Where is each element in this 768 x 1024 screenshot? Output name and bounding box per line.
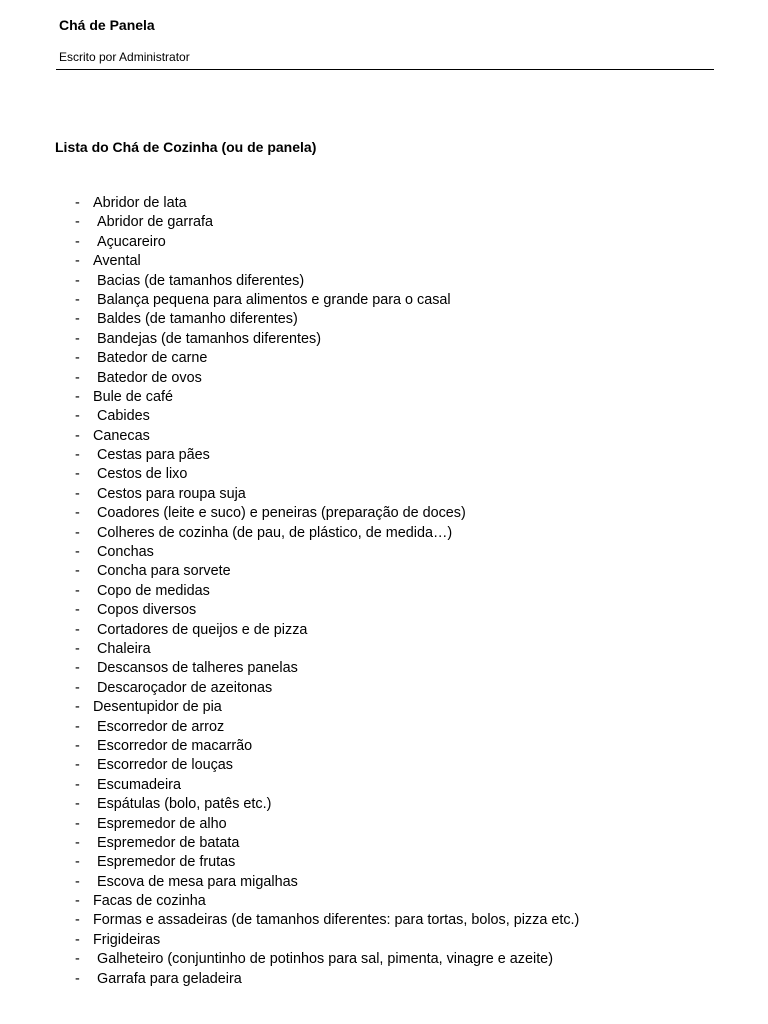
list-item-label: Batedor de ovos (97, 369, 202, 386)
list-bullet: - (75, 776, 80, 793)
list-item-label: Canecas (93, 427, 150, 444)
list-bullet: - (75, 311, 80, 328)
list-bullet: - (75, 679, 80, 696)
list-item-label: Coadores (leite e suco) e peneiras (preparação de doces) (97, 505, 466, 522)
list-bullet: - (75, 272, 80, 289)
list-bullet: - (75, 505, 80, 522)
list-bullet: - (75, 640, 80, 657)
list-item-label: Escorredor de louças (97, 757, 233, 774)
list-bullet: - (75, 330, 80, 347)
list-bullet: - (75, 931, 80, 948)
list-item-label: Abridor de lata (93, 195, 187, 211)
list-item-label: Espátulas (bolo, patês etc.) (97, 796, 272, 813)
list-item-label: Bule de café (93, 388, 174, 405)
list-bullet: - (75, 195, 80, 211)
list-item-label: Formas e assadeiras (de tamanhos diferentes: para tortas, bolos, pizza etc.) (93, 912, 580, 929)
list-bullet: - (75, 485, 80, 502)
list-item-label: Garrafa para geladeira (97, 970, 242, 987)
list-item-label: Concha para sorvete (97, 563, 231, 580)
list-item-label: Batedor de carne (97, 350, 208, 367)
list-bullet: - (75, 854, 80, 871)
list-bullet: - (75, 796, 80, 813)
list-bullet: - (75, 718, 80, 735)
list-item-label: Escova de mesa para migalhas (97, 873, 298, 890)
list-item-label: Escorredor de arroz (97, 718, 225, 735)
list-item-label: Copos diversos (97, 602, 197, 619)
list-bullet: - (75, 970, 80, 987)
list-bullet: - (75, 214, 80, 231)
list-bullet: - (75, 737, 80, 754)
list-heading: Lista do Chá de Cozinha (ou de panela) (55, 139, 317, 155)
list-bullet: - (75, 873, 80, 890)
list-item-label: Avental (93, 253, 141, 270)
list-item-label: Balança pequena para alimentos e grande para o casal (97, 291, 451, 308)
header-divider (56, 69, 714, 70)
list-bullet: - (75, 834, 80, 851)
list-item-label: Chaleira (97, 640, 151, 657)
list-item-label: Escorredor de macarrão (97, 737, 253, 754)
list-item-label: Colheres de cozinha (de pau, de plástico, de medida…) (97, 524, 453, 541)
list-item-label: Espremedor de batata (97, 834, 240, 851)
page-title: Chá de Panela (59, 17, 155, 33)
list-item-label: Frigideiras (93, 931, 161, 948)
list-bullet: - (75, 524, 80, 541)
list-item-label: Conchas (97, 544, 154, 561)
list-item-label: Descaroçador de azeitonas (97, 679, 273, 696)
list-item-label: Copo de medidas (97, 582, 210, 599)
list-item-label: Facas de cozinha (93, 893, 206, 910)
list-item-label: Cabides (97, 408, 150, 425)
list-bullet: - (75, 466, 80, 483)
list-item-label: Galheteiro (conjuntinho de potinhos para sal, pimenta, vinagre e azeite) (97, 951, 553, 968)
list-bullet: - (75, 815, 80, 832)
list-bullet: - (75, 408, 80, 425)
list-bullet: - (75, 757, 80, 774)
list-item-label: Baldes (de tamanho diferentes) (97, 311, 298, 328)
list-bullet: - (75, 912, 80, 929)
list-item-label: Descansos de talheres panelas (97, 660, 298, 677)
list-item-label: Escumadeira (97, 776, 181, 793)
list-bullet: - (75, 427, 80, 444)
list-bullet: - (75, 582, 80, 599)
list-item-label: Cortadores de queijos e de pizza (97, 621, 308, 638)
list-bullet: - (75, 253, 80, 270)
author-byline: Escrito por Administrator (59, 50, 190, 64)
list-item-label: Cestas para pães (97, 447, 210, 464)
list-bullet: - (75, 447, 80, 464)
list-bullet: - (75, 951, 80, 968)
list-bullet: - (75, 602, 80, 619)
list-bullet: - (75, 660, 80, 677)
list-bullet: - (75, 388, 80, 405)
list-bullet: - (75, 233, 80, 250)
list-bullet: - (75, 369, 80, 386)
list-item-label: Desentupidor de pia (93, 699, 222, 716)
list-bullet: - (75, 699, 80, 716)
list-item-label: Bandejas (de tamanhos diferentes) (97, 330, 321, 347)
list-bullet: - (75, 291, 80, 308)
list-bullet: - (75, 893, 80, 910)
list-item-label: Açucareiro (97, 233, 166, 250)
list-bullet: - (75, 563, 80, 580)
list-item-label: Bacias (de tamanhos diferentes) (97, 272, 305, 289)
list-bullet: - (75, 350, 80, 367)
list-item-label: Cestos para roupa suja (97, 485, 246, 502)
list-item-label: Espremedor de alho (97, 815, 227, 832)
list-item-label: Espremedor de frutas (97, 854, 236, 871)
list-bullet: - (75, 544, 80, 561)
list-item-label: Cestos de lixo (97, 466, 188, 483)
list-bullet: - (75, 621, 80, 638)
list-item-label: Abridor de garrafa (97, 214, 213, 231)
